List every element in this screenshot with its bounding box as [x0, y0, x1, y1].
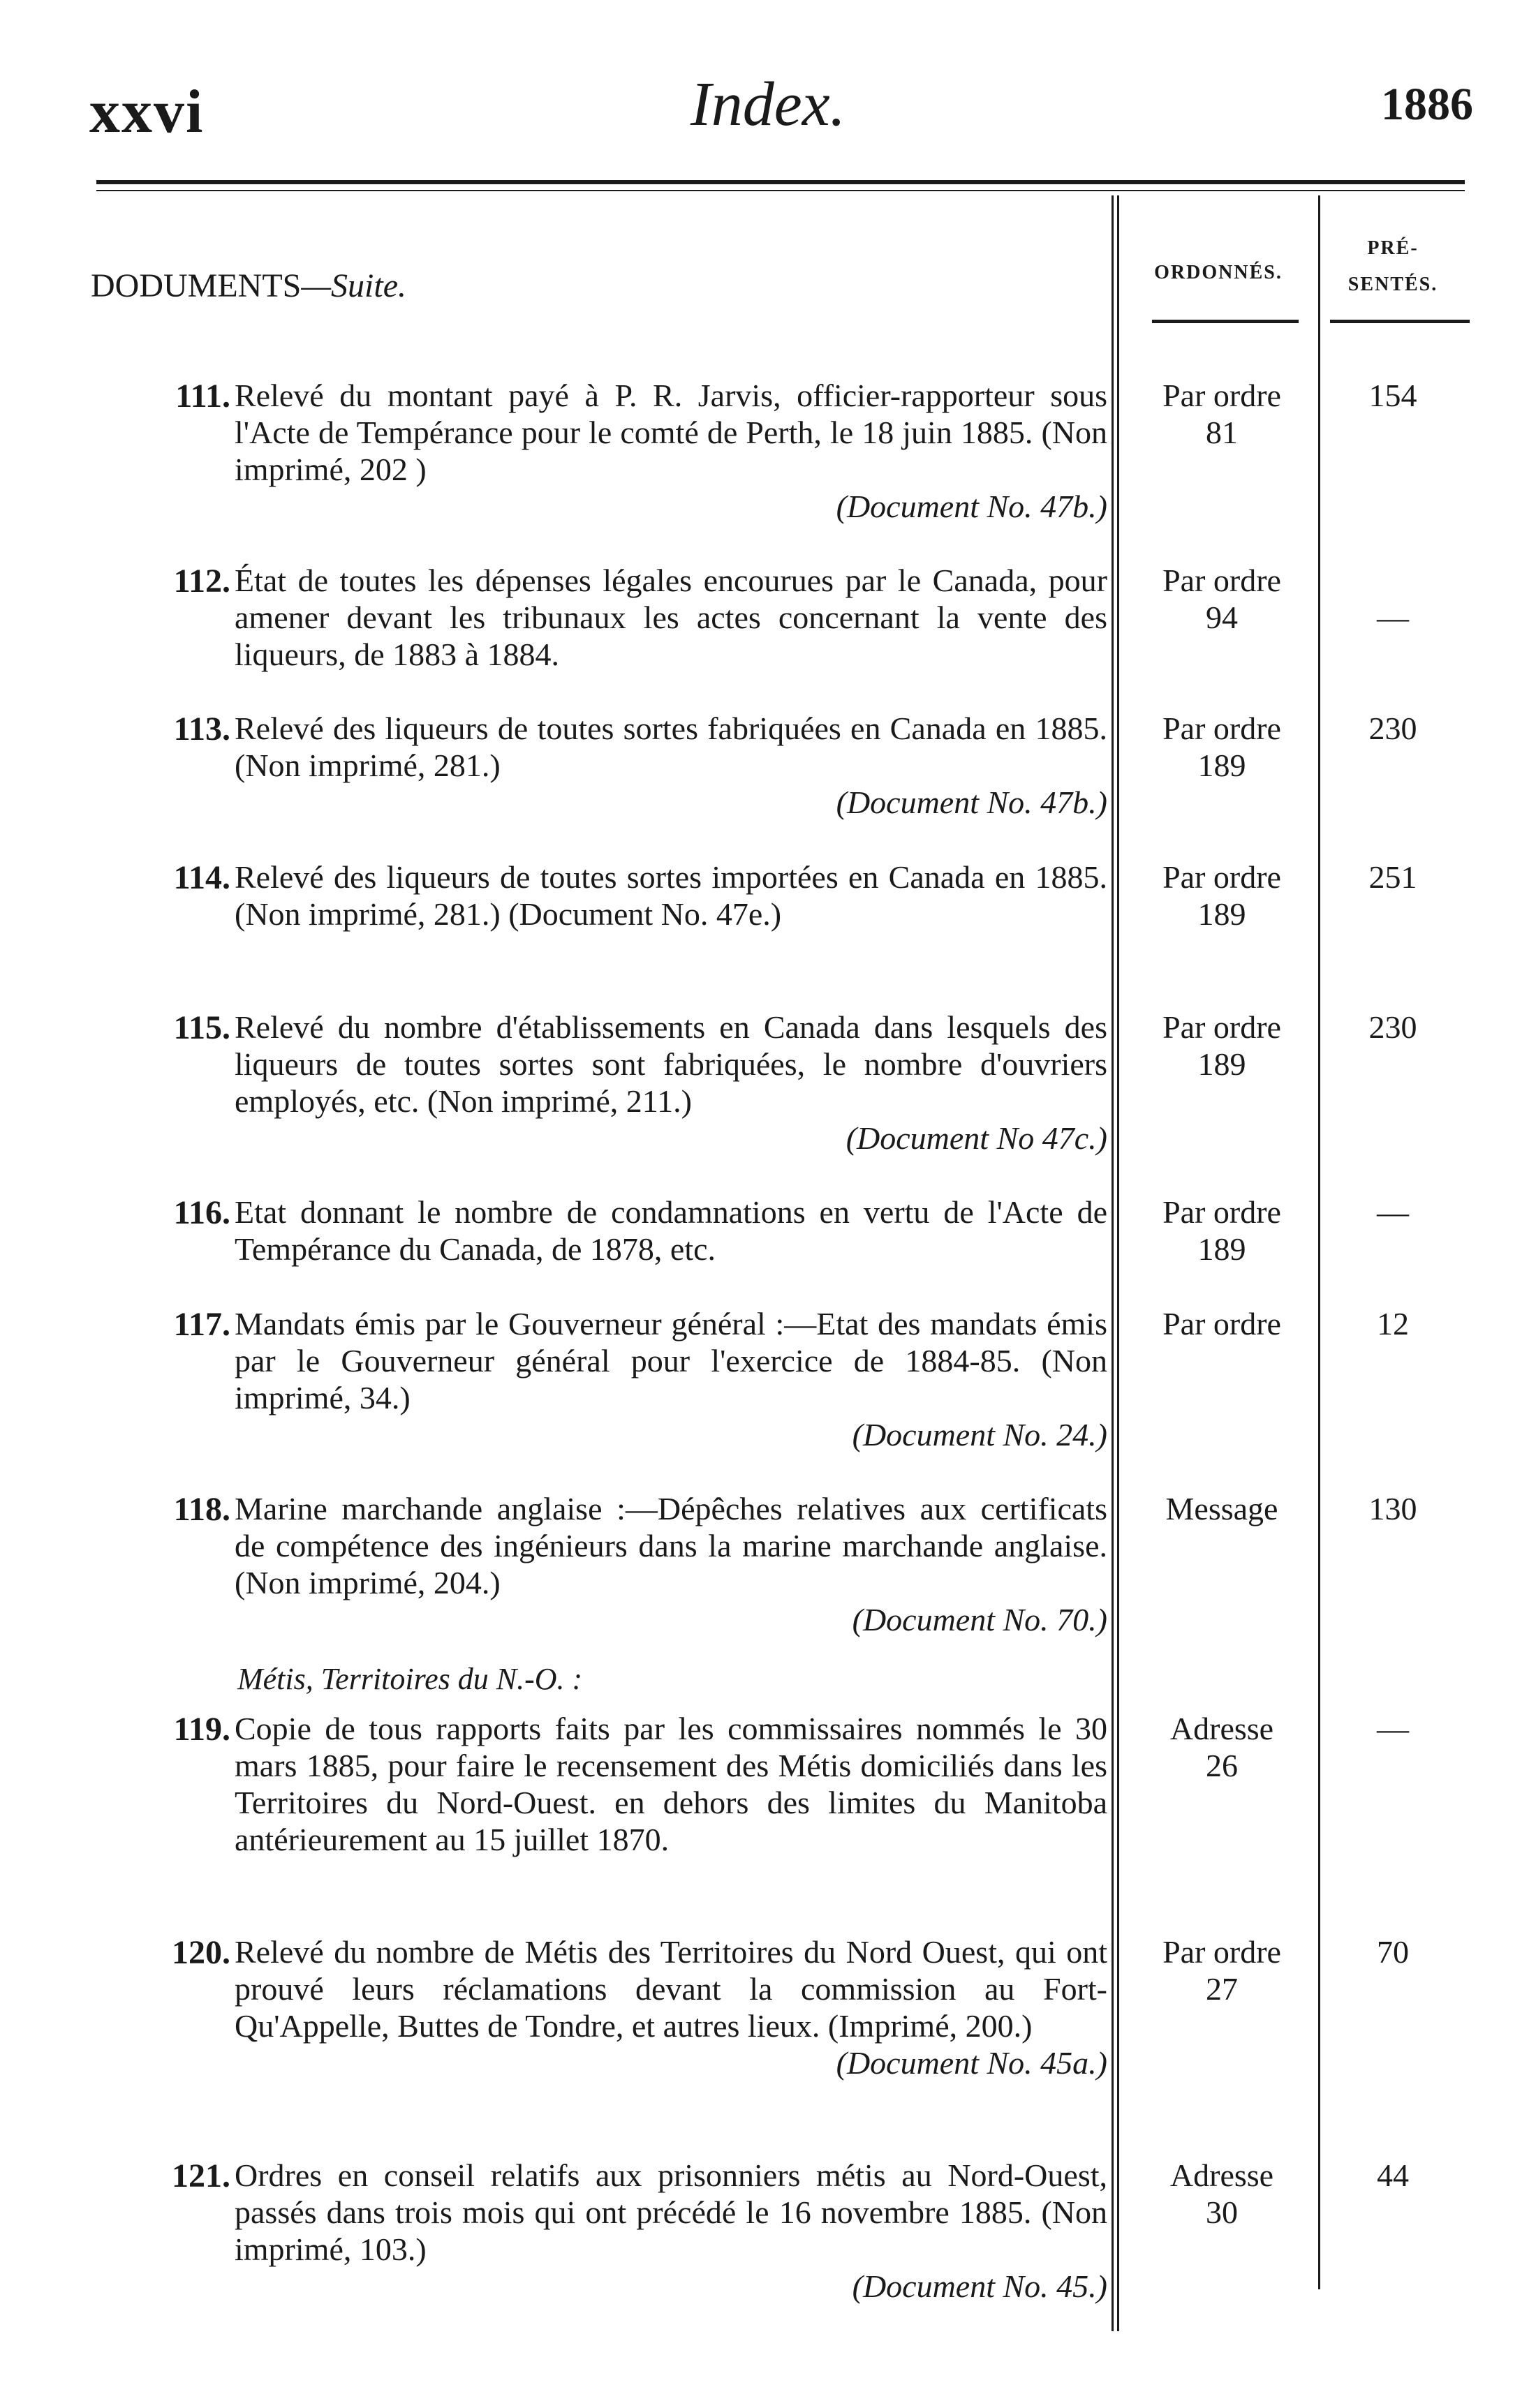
entry-presentes: — — [1377, 1194, 1409, 1230]
entry-ordonnes: Par ordre 189 — [1162, 1009, 1281, 1082]
entry-ordonnes: Par ordre 189 — [1162, 1194, 1281, 1267]
entry-document-ref: (Document No. 47b.) — [836, 489, 1107, 524]
entry-ordonnes: Adresse 30 — [1169, 2157, 1274, 2230]
entry-number: 113. — [173, 711, 230, 748]
entry-number: 115. — [173, 1009, 230, 1046]
page-header — [0, 63, 1536, 147]
entry-text: Relevé des liqueurs de toutes sortes fabriquées en Canada en 1885. (Non imprimé, 281.) (Document No. 47b.) — [235, 711, 1107, 820]
entry-document-ref: (Document No. 45.) — [852, 2268, 1107, 2304]
entry-document-ref: (Document No. 70.) — [852, 1602, 1107, 1637]
entry-text: Mandats émis par le Gouverneur général :—Etat des mandats émis par le Gouverneur général pour l'exercice de 1884-85. (Non imprimé, 34.) (Document No. 24.) — [235, 1306, 1107, 1452]
entry-number: 118. — [173, 1491, 230, 1528]
entry-text: Copie de tous rapports faits par les commissaires nommés le 30 mars 1885, pour faire le recensement des Métis domiciliés dans les Territoires du Nord-Ouest. en dehors des limites du Manitoba antérieurement au 15 juillet 1870. — [235, 1711, 1107, 1857]
page-title: Index. — [690, 70, 846, 139]
entry-text: Marine marchande anglaise :—Dépêches relatives aux certificats de compétence des ingénieurs dans la marine marchande anglaise. (Non imprimé, 204.) (Document No. 70.) — [235, 1491, 1107, 1637]
entry-document-ref: (Document No. 24.) — [852, 1417, 1107, 1452]
header-rule-thin — [96, 190, 1465, 191]
page-numeral: xxvi — [89, 78, 205, 146]
subheading-metis: Métis, Territoires du N.-O. : — [237, 1662, 583, 1696]
entry-number: 112. — [173, 563, 230, 600]
entry-text: Etat donnant le nombre de condamnations en vertu de l'Acte de Tempérance du Canada, de 1878, etc. — [235, 1194, 1107, 1267]
entry-number: 119. — [173, 1711, 230, 1748]
page-year: 1886 — [1381, 79, 1473, 130]
entry-ordonnes: Message — [1165, 1491, 1278, 1526]
column-header-ordonnes: ORDONNÉS. — [1154, 262, 1283, 283]
entry-document-ref: (Document No. 47b.) — [836, 785, 1107, 820]
entry-number: 121. — [172, 2157, 230, 2194]
entry-text: Relevé du nombre d'établissements en Canada dans lesquels des liqueurs de toutes sortes sont fabriquées, le nombre d'ouvriers employés, etc. (Non imprimé, 211.) (Document No 47c.) — [235, 1009, 1107, 1156]
entry-ordonnes: Par ordre 27 — [1162, 1934, 1281, 2007]
entry-document-ref: (Document No 47c.) — [845, 1120, 1107, 1156]
entry-document-ref: (Document No. 45a.) — [836, 2045, 1107, 2081]
entry-presentes: 251 — [1368, 859, 1417, 895]
entry-presentes: 12 — [1377, 1306, 1409, 1342]
entry-ordonnes: Par ordre 94 — [1162, 563, 1281, 635]
entry-presentes: 154 — [1368, 378, 1417, 413]
entry-presentes: 70 — [1377, 1934, 1409, 1970]
entry-number: 111. — [175, 378, 230, 415]
header-rule — [96, 180, 1465, 184]
column-divider-right — [1318, 195, 1320, 2289]
section-title-text: DODUMENTS — [91, 267, 302, 304]
entry-ordonnes: Par ordre 189 — [1162, 711, 1281, 783]
entry-number: 120. — [172, 1934, 230, 1971]
column-divider-left-double — [1117, 195, 1119, 2331]
entry-ordonnes: Par ordre 189 — [1162, 859, 1281, 932]
section-title — [91, 267, 406, 305]
entry-ordonnes: Par ordre 81 — [1162, 378, 1281, 450]
entry-presentes: 130 — [1368, 1491, 1417, 1526]
entry-presentes: — — [1377, 600, 1409, 635]
entry-text: Relevé du nombre de Métis des Territoires du Nord Ouest, qui ont prouvé leurs réclamations devant la commission au Fort-Qu'Appelle, Buttes de Tondre, et autres lieux. (Imprimé, 200.) (Document No. 45a.) — [235, 1934, 1107, 2081]
entry-text: Ordres en conseil relatifs aux prisonniers métis au Nord-Ouest, passés dans trois mois qui ont précédé le 16 novembre 1885. (Non imprimé, 103.) (Document No. 45.) — [235, 2157, 1107, 2304]
column-underline-presentes — [1330, 320, 1470, 323]
entry-text: Relevé des liqueurs de toutes sortes importées en Canada en 1885. (Non imprimé, 281.) (Document No. 47e.) — [235, 859, 1107, 932]
entry-presentes: 44 — [1377, 2157, 1409, 2193]
entry-ordonnes: Par ordre — [1162, 1306, 1281, 1342]
section-title-suffix: —Suite. — [301, 267, 406, 304]
entry-presentes: — — [1377, 1711, 1409, 1746]
column-header-presentes-2: SENTÉS. — [1347, 274, 1438, 295]
entry-presentes: 230 — [1368, 711, 1417, 746]
column-underline-ordonnes — [1152, 320, 1299, 323]
entry-text: État de toutes les dépenses légales encourues par le Canada, pour amener devant les tribunaux les actes concernant la vente des liqueurs, de 1883 à 1884. — [235, 563, 1107, 672]
entry-text: Relevé du montant payé à P. R. Jarvis, officier-rapporteur sous l'Acte de Tempérance pour le comté de Perth, le 18 juin 1885. (Non imprimé, 202 ) (Document No. 47b.) — [235, 378, 1107, 524]
entry-ordonnes: Adresse 26 — [1169, 1711, 1274, 1783]
entry-number: 116. — [173, 1194, 230, 1231]
entry-number: 114. — [173, 859, 230, 896]
column-header-presentes-1: PRÉ- — [1367, 237, 1419, 259]
entry-presentes: 230 — [1368, 1009, 1417, 1045]
entry-number: 117. — [173, 1306, 230, 1343]
column-divider-left — [1112, 195, 1114, 2331]
